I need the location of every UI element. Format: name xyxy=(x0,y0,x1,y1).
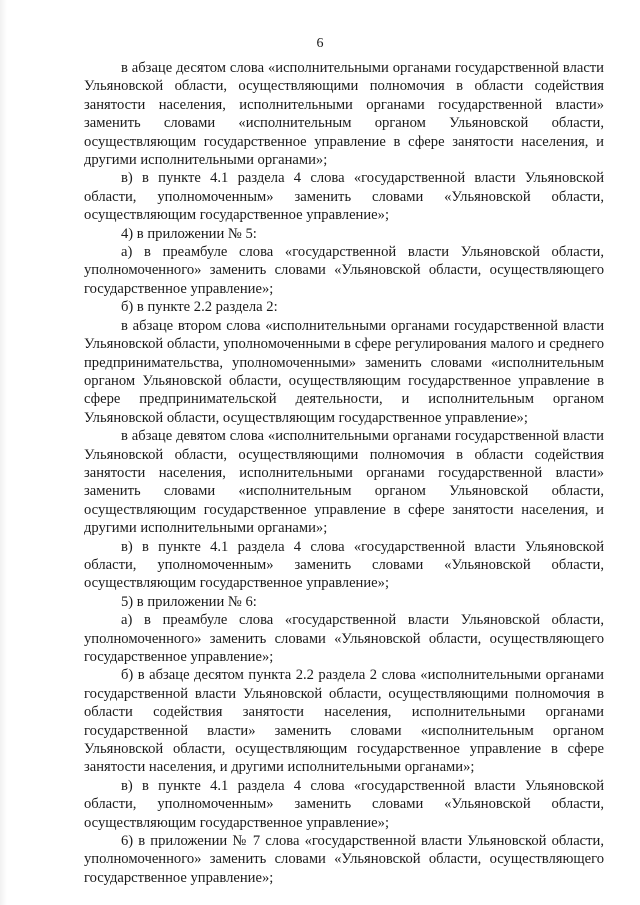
document-body xyxy=(84,59,604,887)
paragraph-13: 6) в приложении № 7 слова «государственной власти Ульяновской области, уполномоченного» заменить словами «Ульяновской области, осуществляющего государственное управление»; xyxy=(84,833,604,886)
paragraph-10: а) в преамбуле слова «государственной власти Ульяновской области, уполномоченного» заменить словами «Ульяновской области, осуществляющего государственное управление»; xyxy=(84,612,604,665)
paragraph-9: 5) в приложении № 6: xyxy=(121,593,257,610)
paragraph-4: а) в преамбуле слова «государственной власти Ульяновской области, уполномоченного» заменить словами «Ульяновской области, осуществляющего государственное управление»; xyxy=(84,244,604,297)
paragraph-7: в абзаце девятом слова «исполнительными органами государственной власти Ульяновской области, осуществляющими полномочия в области содействия занятости населения, исполнительными органами государственной власти» заменить словами «исполнительным органом Ульяновской области, осуществляющим государственное управление в сфере занятости населения, и другими исполнительными органами»; xyxy=(84,428,604,537)
paragraph-8: в) в пункте 4.1 раздела 4 слова «государственной власти Ульяновской области, уполномоченным» заменить словами «Ульяновской области, осуществляющим государственное управление»; xyxy=(84,538,604,592)
paragraph-3: 4) в приложении № 5: xyxy=(121,225,257,242)
paragraph-12: в) в пункте 4.1 раздела 4 слова «государственной власти Ульяновской области, уполномоченным» заменить словами «Ульяновской области, осуществляющим государственное управление»; xyxy=(84,777,604,831)
paragraph-5: б) в пункте 2.2 раздела 2: xyxy=(121,299,278,316)
paragraph-11: б) в абзаце десятом пункта 2.2 раздела 2 слова «исполнительными органами государственной власти Ульяновской области, осуществляющими полномочия в области содействия занятости населения, исполнительными органами государственной власти» заменить словами «исполнительным органом Ульяновской области, осуществляющим государственное управление в сфере занятости населения, и другими исполнительными органами»; xyxy=(84,667,604,776)
scan-edge-shadow xyxy=(0,0,7,905)
page-number: 6 xyxy=(316,36,324,51)
paragraph-2: в) в пункте 4.1 раздела 4 слова «государственной власти Ульяновской области, уполномоченным» заменить словами «Ульяновской области, осуществляющим государственное управление»; xyxy=(84,170,604,224)
paragraph-6: в абзаце втором слова «исполнительными органами государственной власти Ульяновской области, уполномоченными в сфере регулирования малого и среднего предпринимательства, уполномоченными» заменить словами «исполнительным органом Ульяновской области, осуществляющим государственное управление в сфере предпринимательской деятельности, и исполнительным органом Ульяновской области, осуществляющим государственное управление»; xyxy=(84,317,604,426)
paragraph-1: в абзаце десятом слова «исполнительными органами государственной власти Ульяновской области, осуществляющими полномочия в области содействия занятости населения, исполнительными органами государственной власти» заменить словами «исполнительным органом Ульяновской области, осуществляющим государственное управление в сфере занятости населения, и другими исполнительными органами»; xyxy=(84,60,604,169)
